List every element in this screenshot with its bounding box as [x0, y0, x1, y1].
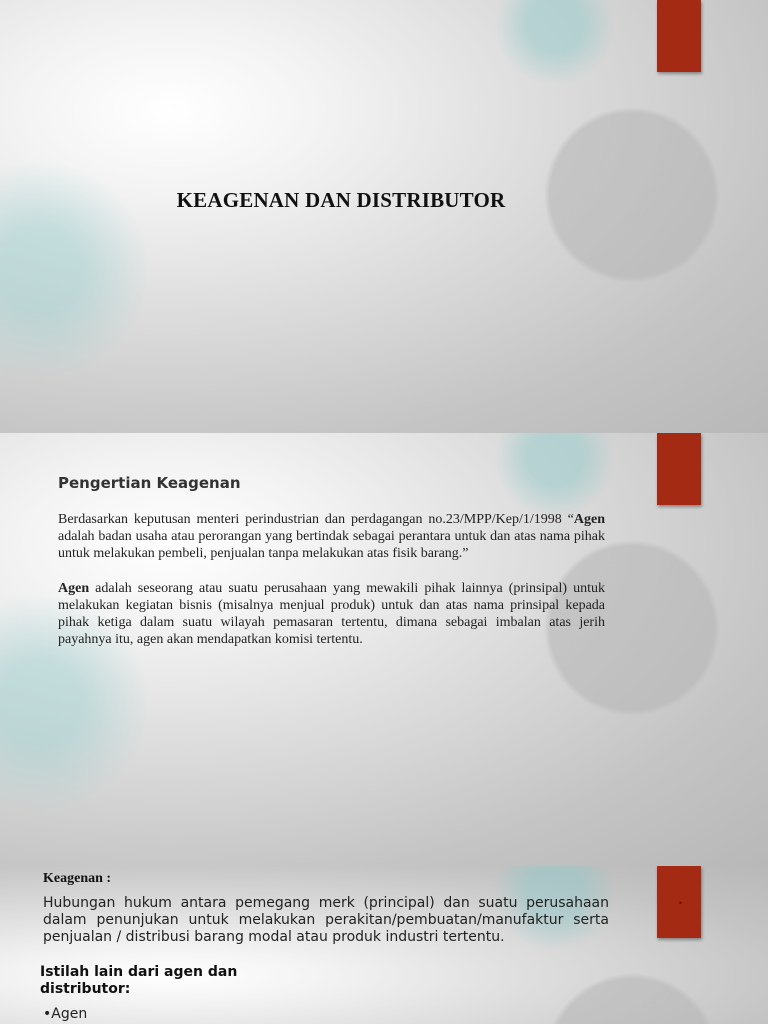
- definition-paragraph-1: [58, 511, 605, 562]
- slide-1: [0, 0, 768, 433]
- section-heading: Pengertian Keagenan: [58, 474, 241, 492]
- slide-accent-tab: [657, 866, 701, 938]
- definition-paragraph-2: [58, 580, 605, 648]
- slide-accent-tab: [657, 433, 701, 505]
- para-rest-text: adalah seseorang atau suatu perusahaan yang mewakili pihak lainnya (prinsipal) untuk melakukan kegiatan bisnis (misalnya menjual produk) untuk dan atas nama prinsipal kepada pihak ketiga dalam suatu wilayah pemasaran tertentu, dimana sebagai imbalan atas jerih payahnya itu, agen akan mendapatkan komisi tertentu.: [58, 581, 605, 647]
- para-lead-text: Berdasarkan keputusan menteri perindustrian dan perdagangan no.23/MPP/Kep/1/1998 “: [58, 512, 574, 527]
- para-rest-text: adalah badan usaha atau perorangan yang bertindak sebagai perantara untuk dan atas nama pihak untuk melakukan pembeli, penjualan tanpa melakukan atas fisik barang.”: [58, 529, 605, 561]
- keagenan-label: Keagenan :: [43, 871, 112, 886]
- tab-bullet-mark: •: [678, 899, 683, 908]
- agen-term: Agen: [58, 581, 90, 596]
- list-item: •Agen: [43, 1006, 88, 1022]
- slide-title: KEAGENAN DAN DISTRIBUTOR: [176, 188, 506, 212]
- keagenan-definition: Hubungan hukum antara pemegang merk (principal) dan suatu perusahaan dalam penunjukan untuk melakukan perakitan/pembuatan/manufaktur serta penjualan / distribusi barang modal atau produk industri tertentu.: [43, 895, 609, 945]
- agen-term: Agen: [573, 512, 605, 527]
- slide-accent-tab: [657, 0, 701, 72]
- slide-2: [0, 433, 768, 866]
- istilah-heading: Istilah lain dari agen dan distributor:: [40, 964, 238, 997]
- slide-3: [0, 866, 768, 1024]
